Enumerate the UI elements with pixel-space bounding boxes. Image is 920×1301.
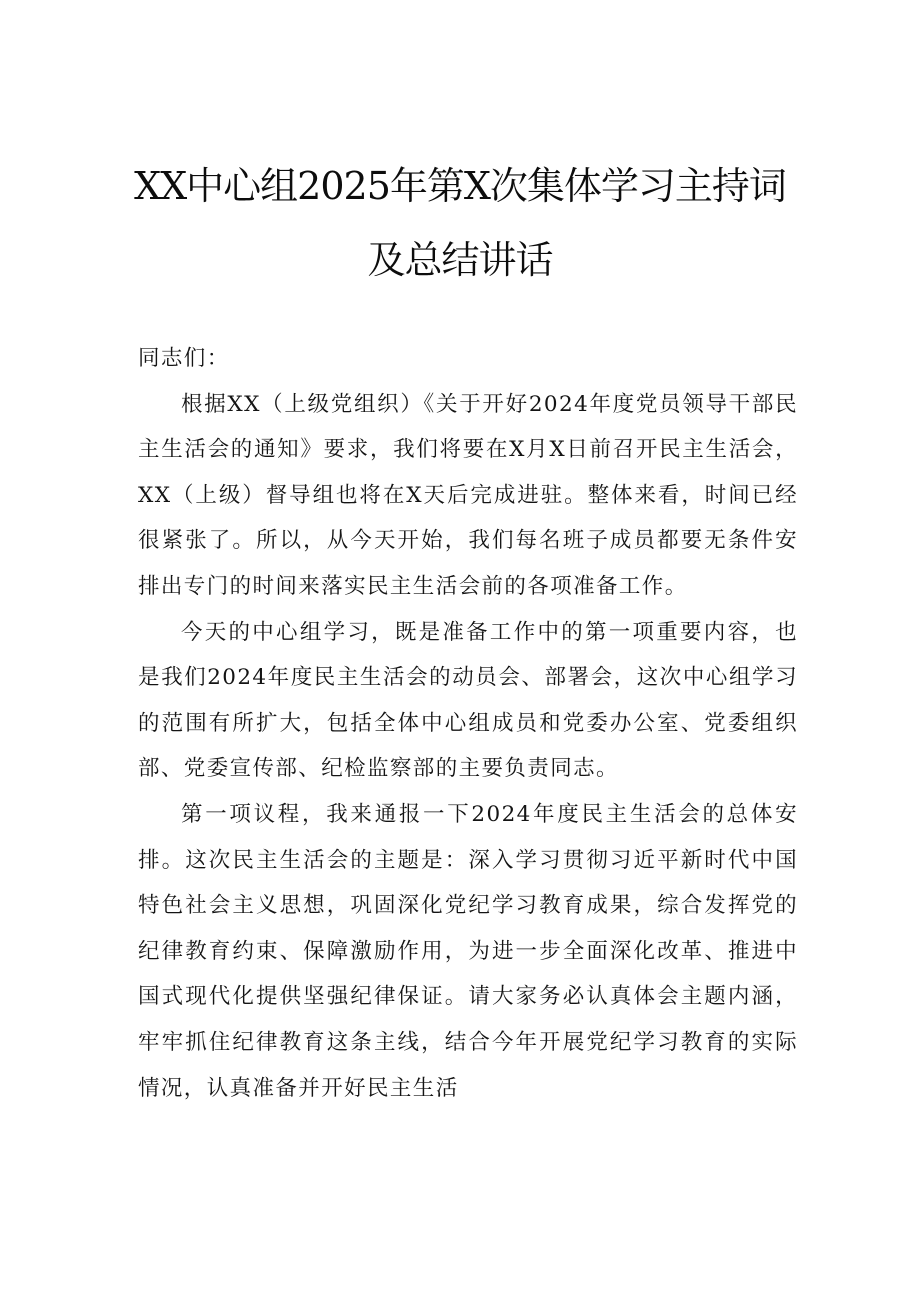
document-title-line-1: XX中心组2025年第X次集体学习主持词 [134, 164, 786, 208]
paragraph-3: 第一项议程，我来通报一下2024年度民主生活会的总体安排。这次民主生活会的主题是：深入学习贯彻习近平新时代中国特色社会主义思想，巩固深化党纪学习教育成果，综合发挥党的纪律教育约束、保障激励作用，为进一步全面深化改革、推进中国式现代化提供坚强纪律保证。请大家务必认真体会主题内涵，牢牢抓住纪律教育这条主线，结合今年开展党纪学习教育的实际情况，认真准备并开好民主生活 [138, 801, 798, 1101]
paragraph-2: 今天的中心组学习，既是准备工作中的第一项重要内容，也是我们2024年度民主生活会的动员会、部署会，这次中心组学习的范围有所扩大，包括全体中心组成员和党委办公室、党委组织部、党委宣传部、纪检监察部的主要负责同志。 [138, 619, 798, 782]
document-title-line-2: 及总结讲话 [367, 238, 553, 282]
salutation: 同志们： [138, 346, 230, 371]
document-body [138, 336, 798, 1111]
paragraph-1: 根据XX（上级党组织）《关于开好2024年度党员领导干部民主生活会的通知》要求，我们将要在X月X日前召开民主生活会，XX（上级）督导组也将在X天后完成进驻。整体来看，时间已经很紧张了。所以，从今天开始，我们每名班子成员都要无条件安排出专门的时间来落实民主生活会前的各项准备工作。 [138, 391, 798, 599]
